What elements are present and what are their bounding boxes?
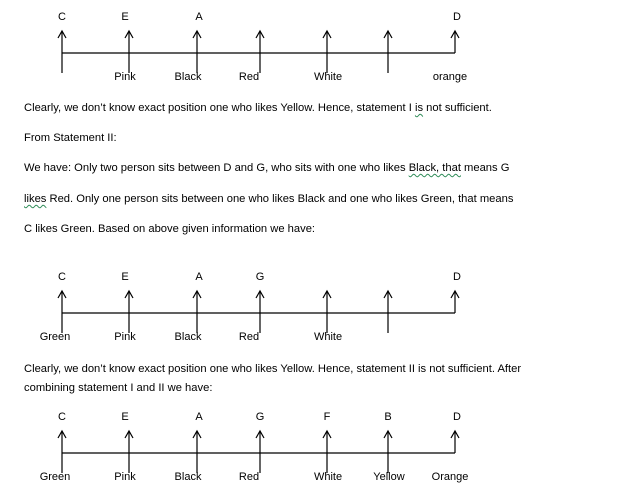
d1-top-label-2: E <box>121 11 129 23</box>
d3-bottom-label-6: Yellow <box>373 471 405 483</box>
d3-top-label-1: C <box>58 411 66 423</box>
d2-bottom-label-1: Green <box>39 331 71 343</box>
paragraph-4 <box>24 192 513 206</box>
paragraph-1 <box>24 101 492 115</box>
d3-top-label-4: G <box>255 411 265 423</box>
paragraph-1-b: not sufficient. <box>423 102 492 114</box>
d3-bottom-label-5: White <box>313 471 343 483</box>
d2-bottom-label-4: Red <box>238 331 260 343</box>
diagram-1 <box>0 8 626 98</box>
d3-bottom-label-3: Black <box>174 471 202 483</box>
d3-bottom-label-7: Orange <box>431 471 469 483</box>
d3-top-label-6: B <box>384 411 392 423</box>
d3-top-label-2: E <box>121 411 129 423</box>
d1-top-label-3: A <box>195 11 203 23</box>
d2-bottom-label-2: Pink <box>114 331 136 343</box>
paragraph-1-flagged: is <box>414 102 424 114</box>
d1-top-label-7: D <box>453 11 461 23</box>
d2-bottom-label-5: White <box>313 331 343 343</box>
d1-bottom-label-7: orange <box>432 71 468 83</box>
paragraph-3-b: means G <box>460 162 510 174</box>
d2-top-label-2: E <box>121 271 129 283</box>
d2-bottom-label-3: Black <box>174 331 202 343</box>
diagram-1-lines <box>0 8 626 98</box>
d1-bottom-label-5: White <box>313 71 343 83</box>
paragraph-7: combining statement I and II we have: <box>24 382 213 394</box>
paragraph-3-a: We have: Only two person sits between D and G, who sits with one who likes <box>24 162 409 174</box>
paragraph-6: Clearly, we don’t know exact position one who likes Yellow. Hence, statement II is not sufficient. After <box>24 363 522 375</box>
d3-top-label-7: D <box>453 411 461 423</box>
d1-bottom-label-3: Black <box>174 71 202 83</box>
d3-top-label-5: F <box>323 411 331 423</box>
paragraph-1-a: Clearly, we don’t know exact position one who likes Yellow. Hence, statement I <box>24 102 415 114</box>
paragraph-3 <box>24 161 509 175</box>
diagram-3 <box>0 408 626 498</box>
paragraph-5: C likes Green. Based on above given information we have: <box>24 223 316 235</box>
diagram-2 <box>0 268 626 358</box>
d2-top-label-7: D <box>453 271 461 283</box>
d2-top-label-1: C <box>58 271 66 283</box>
d2-top-label-3: A <box>195 271 203 283</box>
paragraph-4-b: Red. Only one person sits between one who likes Black and one who likes Green, that means <box>46 193 514 205</box>
d1-bottom-label-2: Pink <box>114 71 136 83</box>
diagram-2-lines <box>0 268 626 358</box>
d3-bottom-label-2: Pink <box>114 471 136 483</box>
d2-top-label-4: G <box>255 271 265 283</box>
paragraph-3-flagged: Black, that <box>408 162 461 174</box>
diagram-3-lines <box>0 408 626 498</box>
d3-bottom-label-4: Red <box>238 471 260 483</box>
d3-bottom-label-1: Green <box>39 471 71 483</box>
d1-bottom-label-4: Red <box>238 71 260 83</box>
paragraph-4-flagged: likes <box>24 193 47 205</box>
paragraph-2: From Statement II: <box>24 132 117 144</box>
d1-top-label-1: C <box>58 11 66 23</box>
d3-top-label-3: A <box>195 411 203 423</box>
